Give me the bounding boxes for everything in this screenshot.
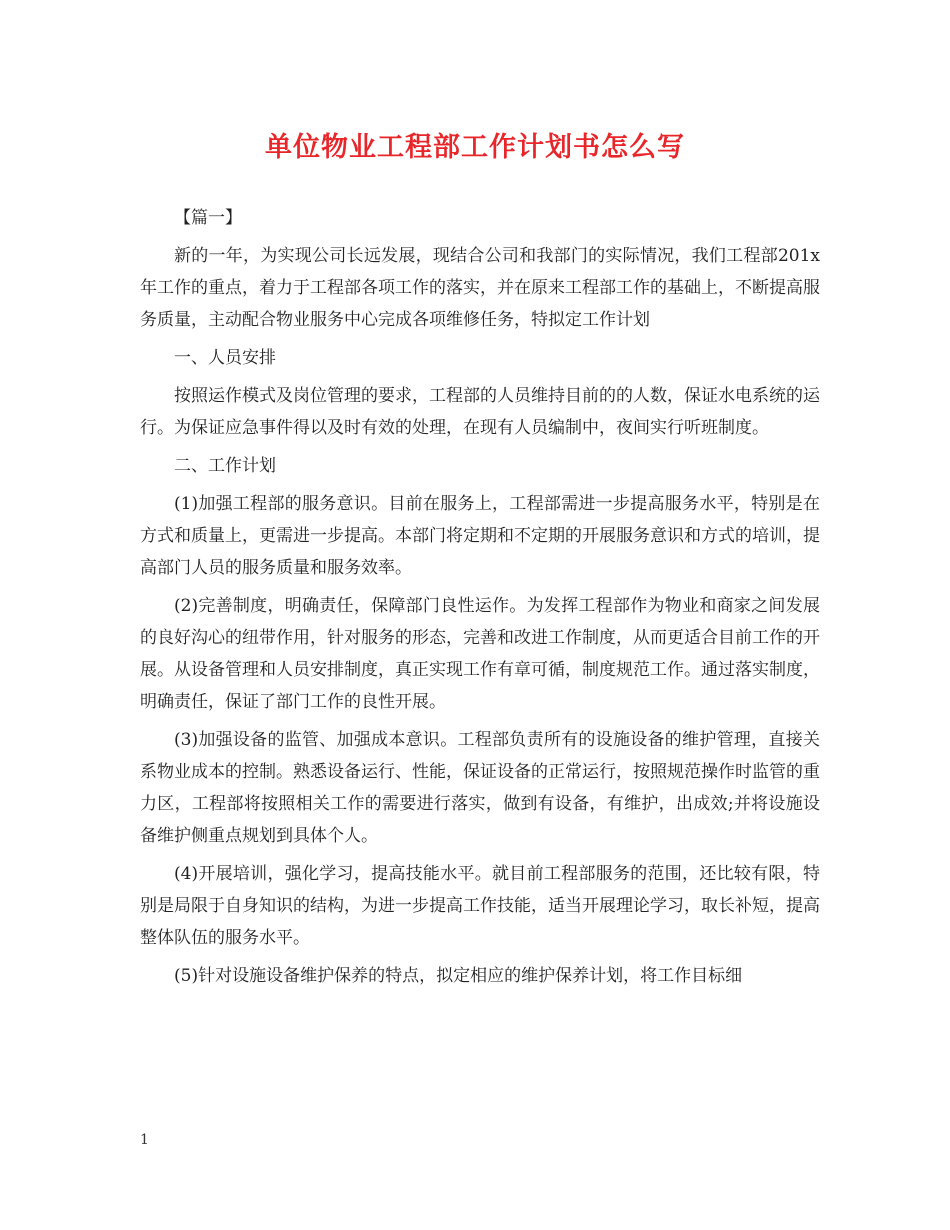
document-title: 单位物业工程部工作计划书怎么写 (265, 132, 685, 163)
heading-work-plan: 二、工作计划 (174, 456, 276, 476)
staffing-paragraph: 按照运作模式及岗位管理的要求，工程部的人员维持目前的的人数，保证水电系统的运行。为保证应急事件得以及时有效的处理，在现有人员编制中，夜间实行听班制度。 (140, 386, 820, 438)
intro-paragraph: 新的一年，为实现公司长远发展，现结合公司和我部门的实际情况，我们工程部201x年工作的重点，着力于工程部各项工作的落实，并在原来工程部工作的基础上，不断提高服务质量，主动配合物业服务中心完成各项维修任务，特拟定工作计划 (140, 246, 820, 330)
plan-item-5: (5)针对设施设备维护保养的特点，拟定相应的维护保养计划，将工作目标细 (174, 966, 743, 986)
document-body (140, 202, 820, 998)
plan-item-1: (1)加强工程部的服务意识。目前在服务上，工程部需进一步提高服务水平，特别是在方式和质量上，更需进一步提高。本部门将定期和不定期的开展服务意识和方式的培训，提高部门人员的服务质量和服务效率。 (140, 494, 820, 578)
section-label: 【篇一】 (174, 208, 242, 228)
heading-staffing: 一、人员安排 (174, 348, 276, 368)
plan-item-3: (3)加强设备的监管、加强成本意识。工程部负责所有的设施设备的维护管理，直接关系物业成本的控制。熟悉设备运行、性能，保证设备的正常运行，按照规范操作时监管的重力区，工程部将按照相关工作的需要进行落实，做到有设备，有维护，出成效;并将设施设备维护侧重点规划到具体个人。 (140, 730, 820, 846)
plan-item-4: (4)开展培训，强化学习，提高技能水平。就目前工程部服务的范围，还比较有限，特别是局限于自身知识的结构，为进一步提高工作技能，适当开展理论学习，取长补短，提高整体队伍的服务水平。 (140, 864, 820, 948)
page-number: 1 (140, 1132, 149, 1148)
plan-item-2: (2)完善制度，明确责任，保障部门良性运作。为发挥工程部作为物业和商家之间发展的良好沟心的纽带作用，针对服务的形态，完善和改进工作制度，从而更适合目前工作的开展。从设备管理和人员安排制度，真正实现工作有章可循，制度规范工作。通过落实制度，明确责任，保证了部门工作的良性开展。 (140, 596, 820, 712)
